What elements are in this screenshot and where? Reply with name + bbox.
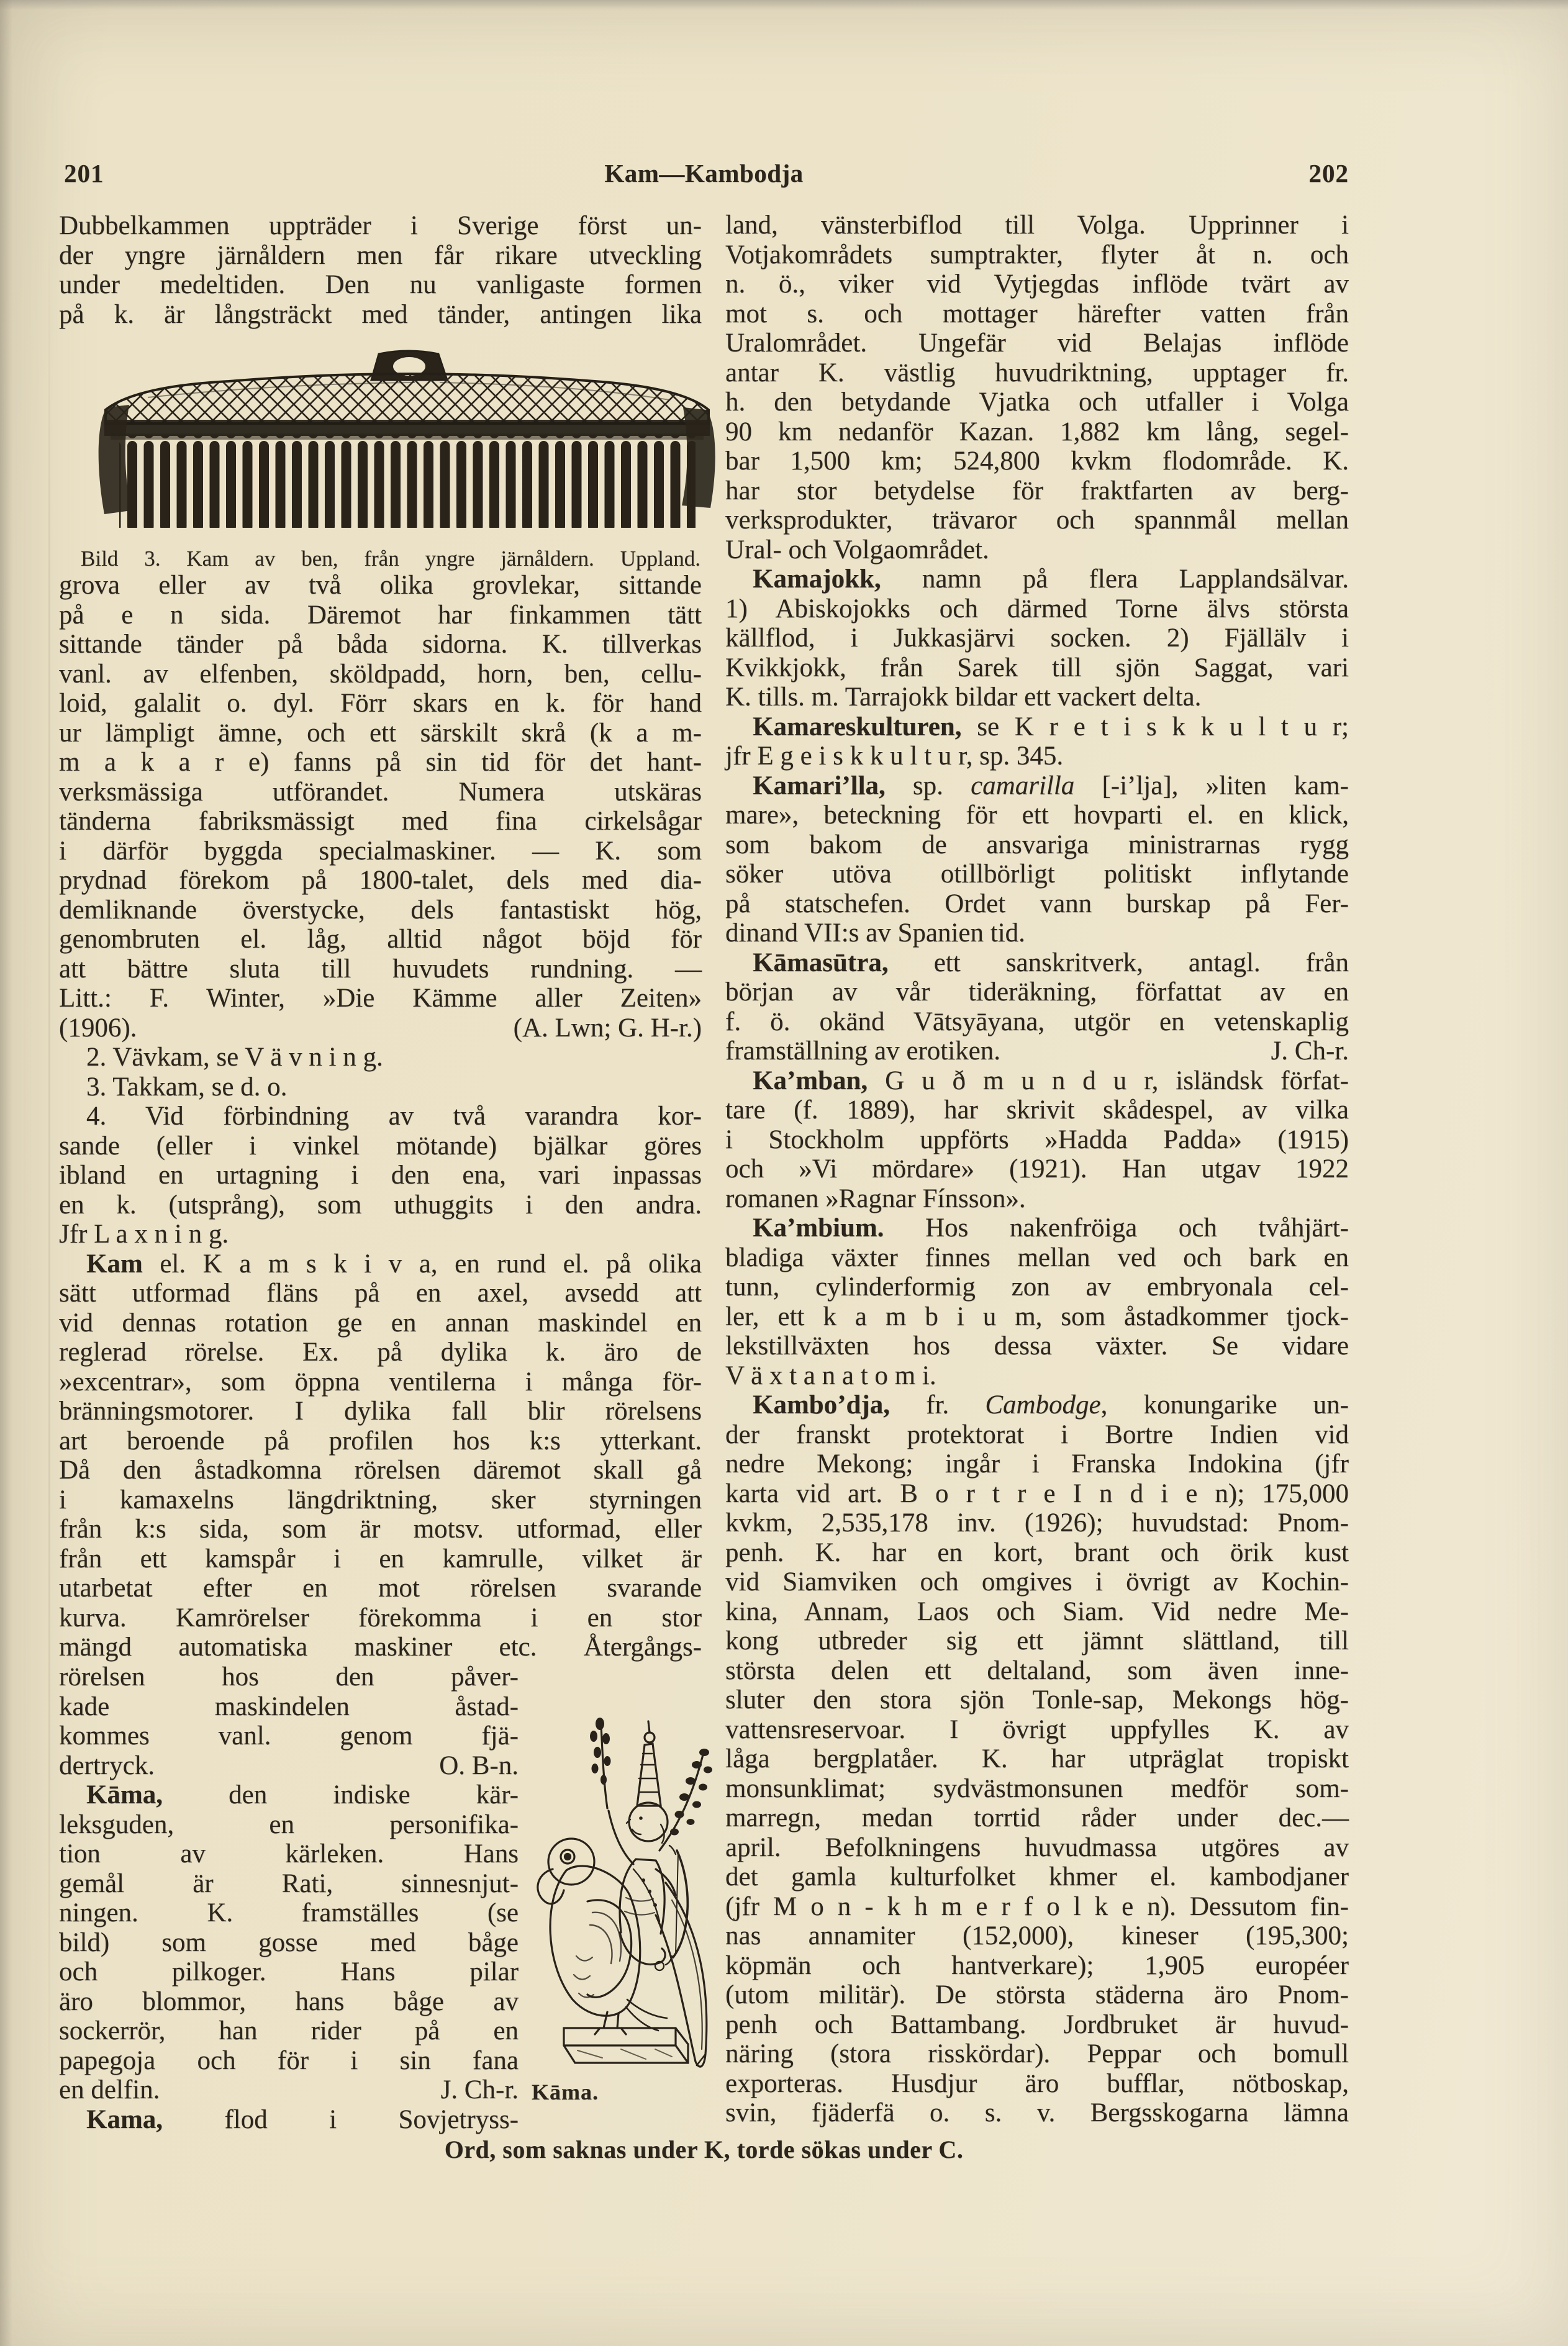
text-line: 90 km nedanför Kazan. 1,882 km lång, segel- [725, 417, 1349, 446]
text-line: i Stockholm uppförts »Hadda Padda» (1915) [725, 1125, 1349, 1154]
text-line: vanl. av elfenben, sköldpadd, horn, ben, cellu- [59, 659, 702, 689]
text-line: Kāmasūtra, ett sanskritverk, antagl. från [753, 948, 1349, 977]
text-line: grova eller av två olika grovlekar, sittande [59, 571, 702, 600]
text-line: och pilkoger. Hans pilar [59, 1957, 519, 1986]
text-line: 1) Abiskojokks och därmed Torne älvs största [725, 594, 1349, 623]
text-line: tare (f. 1889), har skrivit skådespel, av vilka [725, 1095, 1349, 1125]
text-line: en k. (utsprång), som uthuggits i den andra. [59, 1190, 702, 1220]
text-line: jfr E g e i s k k u l t u r, sp. 345. [725, 741, 1064, 771]
headword: Kam [86, 1249, 143, 1279]
text-segment: dertryck. [59, 1750, 155, 1780]
text-line [725, 1036, 1349, 1066]
text-line [59, 2075, 519, 2105]
text-line: art beroende på profilen hos k:s ytterkant. [59, 1426, 702, 1456]
headword: Kambo’dja, [753, 1390, 890, 1420]
text-line: ningen. K. framställes (se [59, 1898, 519, 1927]
text-line: källflod, i Jukkasjärvi socken. 2) Fjällälv i [725, 623, 1349, 653]
text-segment: (1906). [59, 1013, 137, 1043]
text-line: att bättre sluta till huvudets rundning. — [59, 954, 702, 984]
text-line: genombruten el. låg, alltid något böjd för [59, 925, 702, 954]
text-line: (jfr M o n - k h m e r f o l k e n). Dessutom fin- [725, 1891, 1349, 1921]
text-line: monsunklimat; sydvästmonsunen medför som- [725, 1773, 1349, 1803]
running-header: Kam—Kambodja [604, 159, 804, 188]
headword: Ka’mban, [753, 1066, 868, 1095]
text-line: Kāma, den indiske kär- [86, 1780, 519, 1809]
text-line: i därför byggda specialmaskiner. — K. som [59, 836, 702, 866]
headword: Kamajokk, [753, 564, 881, 594]
text-line: Uralområdet. Ungefär vid Belajas inflöde [725, 328, 1349, 358]
text-line: vid dennas rotation ge en annan maskindel en [59, 1308, 702, 1338]
text-line: n. ö., viker vid Vytjegdas inflöde tvärt av [725, 269, 1349, 299]
text-line: vattensreservoar. I övrigt uppfylles K. av [725, 1714, 1349, 1744]
text-line: karta vid art. B o r t r e I n d i e n); 175,000 [725, 1479, 1349, 1508]
text-line: h. den betydande Vjatka och utfaller i Volga [725, 387, 1349, 417]
text-line: sande (eller i vinkel mötande) bjälkar göres [59, 1131, 702, 1161]
text-line: sockerrör, han rider på en [59, 2016, 519, 2045]
text-line: bladiga växter finnes mellan ved och bark en [725, 1243, 1349, 1272]
text-line: mare», beteckning för ett hovparti el. en klick, [725, 800, 1349, 830]
text-line: söker utöva otillbörligt politiskt inflytande [725, 859, 1349, 889]
text-line: reglerad rörelse. Ex. på dylika k. äro de [59, 1338, 702, 1367]
text-line: verksprodukter, trävaror och spannmål mellan [725, 505, 1349, 535]
text-line: loid, galalit o. dyl. Förr skars en k. för hand [59, 689, 702, 718]
text-line: tion av kärleken. Hans [59, 1839, 519, 1868]
text-line: demliknande överstycke, dels fantastiskt hög, [59, 895, 702, 925]
text-line: och »Vi mördare» (1921). Han utgav 1922 [725, 1154, 1349, 1184]
text-line: exporteras. Husdjur äro bufflar, nötboskap, [725, 2068, 1349, 2098]
text-line: der franskt protektorat i Bortre Indien vid [725, 1420, 1349, 1449]
text-line: bar 1,500 km; 524,800 kvkm flodområde. K. [725, 446, 1349, 476]
text-line: prydnad förekom på 1800-talet, dels med dia- [59, 866, 702, 895]
text-line: i kamaxelns längdriktning, sker styrningen [59, 1485, 702, 1515]
scan-edge-left [0, 0, 12, 2346]
text-line: Kambo’dja, fr. Cambodge, konungarike un- [753, 1390, 1349, 1420]
text-line: Kam el. K a m s k i v a, en rund el. på olika [86, 1249, 702, 1279]
text-line: på statschefen. Ordet vann burskap på Fer- [725, 889, 1349, 918]
text-line: svin, fjäderfä o. s. v. Bergsskogarna lämna [725, 2098, 1349, 2127]
headword: Kamareskulturen, [753, 712, 962, 741]
text-line: dinand VII:s av Spanien tid. [725, 918, 1025, 948]
column-margin-shade [48, 205, 50, 2142]
text-line: på k. är långsträckt med tänder, antingen lika [59, 299, 702, 329]
text-line [59, 1751, 519, 1781]
text-line: äro blommor, hans båge av [59, 1986, 519, 2016]
text-line: f. ö. okänd Vātsyāyana, utgör en vetenskaplig [725, 1007, 1349, 1036]
text-line: Då den åstadkomna rörelsen däremot skall gå [59, 1456, 702, 1485]
text-line: 2. Vävkam, se V ä v n i n g. [86, 1043, 383, 1072]
author-signature: (A. Lwn; G. H-r.) [513, 1013, 702, 1043]
text-line: Litt.: F. Winter, »Die Kämme aller Zeiten» [59, 984, 702, 1013]
text-line: som bakom de ansvariga ministrarnas rygg [725, 830, 1349, 859]
text-line: har stor betydelse för fraktfarten av berg- [725, 476, 1349, 505]
figure-caption-comb: Bild 3. Kam av ben, från yngre järnåldern. Uppland. [81, 546, 700, 571]
italic-term: camarilla [971, 771, 1075, 800]
text-line: nedre Mekong; ingår i Franska Indokina (jfr [725, 1449, 1349, 1479]
headword: Kama, [86, 2104, 163, 2134]
text-line: kong utbreder sig ett jämnt slättland, till [725, 1626, 1349, 1655]
text-line: tänderna fabriksmässigt med fina cirkelsågar [59, 807, 702, 836]
text-line: Kamajokk, namn på flera Lapplandsälvar. [753, 564, 1349, 594]
text-line: Dubbelkammen uppträder i Sverige först un- [59, 211, 702, 240]
text-line: lekstillväxten hos dessa växter. Se vidare [725, 1331, 1349, 1361]
text-line: penh. K. har en kort, brant och örik kust [725, 1538, 1349, 1567]
text-line: från k:s sida, som är motsv. utformad, eller [59, 1515, 702, 1544]
text-line: mängd automatiska maskiner etc. Återgångs- [59, 1633, 702, 1662]
author-signature: J. Ch-r. [440, 2075, 519, 2104]
scan-edge-top [0, 0, 1568, 10]
text-line: Kvikkjokk, från Sarek till sjön Saggat, vari [725, 653, 1349, 682]
text-line: köpmän och hantverkare); 1,905 européer [725, 1950, 1349, 1980]
text-line: 4. Vid förbindning av två varandra kor- [86, 1102, 702, 1131]
text-line [59, 1013, 702, 1043]
headword: Kāmasūtra, [753, 948, 889, 977]
text-line: romanen »Ragnar Fínsson». [725, 1184, 1026, 1213]
text-line: land, vänsterbiflod till Volga. Upprinner i [725, 211, 1349, 240]
text-line: »excentrar», som öppna ventilerna i många för- [59, 1367, 702, 1397]
text-line: V ä x t a n a t o m i. [725, 1361, 936, 1390]
text-line: vid Siamviken och omgives i övrigt av Kochin- [725, 1567, 1349, 1596]
text-segment: en delfin. [59, 2075, 160, 2104]
text-line: (utom militär). De största städerna äro Pnom- [725, 1980, 1349, 2009]
text-line: bild) som gosse med båge [59, 1927, 519, 1957]
text-line: sluter den stora sjön Tonle-sap, Mekongs hög- [725, 1685, 1349, 1714]
left-column-main [59, 571, 702, 1662]
page-number-right: 202 [1308, 159, 1349, 188]
text-line: marregn, medan torrtid råder under dec.— [725, 1803, 1349, 1832]
text-line: Ka’mbium. Hos nakenfröiga och tvåhjärt- [753, 1213, 1349, 1243]
left-column-narrow [59, 1662, 519, 2134]
text-line: mot s. och mottager härefter vatten från [725, 299, 1349, 328]
headword: Kāma, [86, 1780, 163, 1809]
text-line: utarbetat efter en mot rörelsen svarande [59, 1574, 702, 1603]
headword: Ka’mbium. [753, 1213, 884, 1243]
text-line: 3. Takkam, se d. o. [86, 1072, 288, 1102]
text-line: näring (stora risskördar). Peppar och bomull [725, 2039, 1349, 2068]
text-line: ur lämpligt ämne, och ett särskilt skrå (k a m- [59, 718, 702, 748]
text-line: ler, ett k a m b i u m, som åstadkommer tjock- [725, 1302, 1349, 1331]
footer-note: Ord, som saknas under K, torde sökas under C. [444, 2135, 964, 2163]
author-signature: O. B-n. [439, 1750, 519, 1780]
text-line: m a k a r e) fanns på sin tid för det hant- [59, 748, 702, 777]
text-line: från ett kamspår i en kamrulle, vilket är [59, 1544, 702, 1574]
text-line: kvkm, 2,535,178 inv. (1926); huvudstad: Pnom- [725, 1508, 1349, 1538]
text-line: tunn, cylinderformig zon av embryonala cel- [725, 1272, 1349, 1302]
text-line: på e n sida. Däremot har finkammen tätt [59, 600, 702, 630]
text-line: verksmässiga utförandet. Numera utskäras [59, 777, 702, 807]
right-column [725, 211, 1349, 2128]
text-line: Kama, flod i Sovjetryss- [86, 2104, 519, 2134]
headword: Kamari’lla, [753, 771, 886, 800]
text-line: rörelsen hos den påver- [59, 1662, 519, 1692]
figure-caption-kama: Kāma. [532, 2080, 599, 2104]
text-line: leksguden, en personifika- [59, 1809, 519, 1839]
text-line: nas annamiter (152,000), kineser (195,300; [725, 1921, 1349, 1950]
text-line: under medeltiden. Den nu vanligaste formen [59, 270, 702, 299]
author-signature: J. Ch-r. [1271, 1036, 1349, 1066]
text-line: kommes vanl. genom fjä- [59, 1721, 519, 1750]
text-line: bränningsmotorer. I dylika fall blir rörelsens [59, 1397, 702, 1426]
text-line: antar K. västlig huvudriktning, upptager fr. [725, 358, 1349, 387]
text-line: kurva. Kamrörelser förekomma i en stor [59, 1603, 702, 1633]
text-line: penh och Battambang. Jordbruket är huvud- [725, 2009, 1349, 2039]
text-line: K. tills. m. Tarrajokk bildar ett vackert delta. [725, 682, 1202, 712]
text-line: april. Befolkningens huvudmassa utgöres av [725, 1832, 1349, 1862]
text-line: Ka’mban, G u ð m u n d u r, isländsk förfat- [753, 1066, 1349, 1095]
text-line: det gamla kulturfolket khmer el. kambodjaner [725, 1862, 1349, 1891]
text-line: Kamari’lla, sp. camarilla [-i’lja], »liten kam- [753, 771, 1349, 800]
text-line: Votjakområdets sumptrakter, flyter åt n. och [725, 240, 1349, 269]
italic-term: Cambodge [985, 1390, 1101, 1420]
text-line: Ural- och Volgaområdet. [725, 535, 989, 564]
kama-illustration [528, 1664, 715, 2075]
text-line: gemål är Rati, sinnesnjut- [59, 1868, 519, 1898]
page-number-left: 201 [64, 159, 104, 188]
text-line: Kamareskulturen, se K r e t i s k k u l t u r; [753, 712, 1349, 741]
text-line: der yngre järnåldern men får rikare utveckling [59, 240, 702, 270]
text-line: ibland en urtagning i den ena, vari inpassas [59, 1161, 702, 1190]
text-line: kina, Annam, Laos och Siam. Vid nedre Me- [725, 1596, 1349, 1626]
text-line: sittande tänder på båda sidorna. K. tillverkas [59, 630, 702, 659]
text-line: största delen ett deltaland, som även inne- [725, 1655, 1349, 1685]
text-line: kade maskindelen åstad- [59, 1692, 519, 1721]
comb-illustration [92, 348, 722, 531]
text-line: papegoja och för i sin fana [59, 2045, 519, 2075]
text-line: början av vår tideräkning, författat av en [725, 977, 1349, 1007]
text-line: låga bergplatåer. K. har utpräglat tropiskt [725, 1744, 1349, 1773]
left-column-intro [59, 211, 702, 329]
text-segment: framställning av erotiken. [725, 1036, 1000, 1066]
text-line: sätt utformad fläns på en axel, avsedd att [59, 1279, 702, 1308]
text-line: Jfr L a x n i n g. [59, 1220, 229, 1249]
